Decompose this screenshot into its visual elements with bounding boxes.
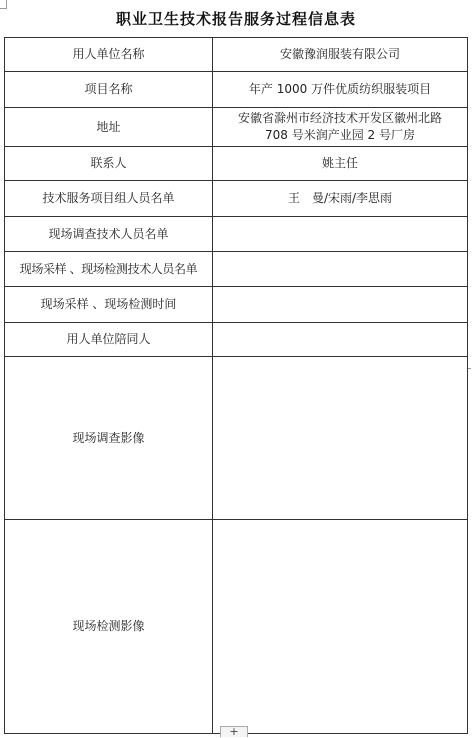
table-row-project-name	[5, 72, 468, 108]
label-cell: 现场调查影像	[5, 357, 213, 520]
table-row-address	[5, 108, 468, 147]
label-cell: 现场检测影像	[5, 520, 213, 734]
value-cell[interactable]	[213, 217, 468, 252]
label-cell: 联系人	[5, 147, 213, 181]
value-cell[interactable]: 姚主任	[213, 147, 468, 181]
add-row-button[interactable]: +	[220, 726, 248, 737]
value-cell[interactable]: 年产 1000 万件优质纺织服装项目	[213, 72, 468, 108]
address-line-2: 708 号米润产业园 2 号厂房	[265, 128, 415, 142]
value-cell[interactable]	[213, 252, 468, 287]
value-cell[interactable]	[213, 108, 468, 147]
table-row-company-name	[5, 38, 468, 72]
value-cell[interactable]	[213, 287, 468, 323]
label-cell: 现场采样 、现场检测技术人员名单	[5, 252, 213, 287]
table-row-project-team	[5, 181, 468, 217]
table-row-contact	[5, 147, 468, 181]
label-cell: 现场采样 、现场检测时间	[5, 287, 213, 323]
info-table	[4, 37, 468, 734]
table-row-sampling-time	[5, 287, 468, 323]
value-cell[interactable]: 王 曼/宋雨/李思雨	[213, 181, 468, 217]
table-row-survey-images	[5, 357, 468, 520]
label-cell: 用人单位陪同人	[5, 323, 213, 357]
value-cell[interactable]: 安徽豫润服装有限公司	[213, 38, 468, 72]
page-edge-mark	[468, 368, 471, 372]
value-cell[interactable]	[213, 323, 468, 357]
table-row-escort	[5, 323, 468, 357]
table-row-survey-staff	[5, 217, 468, 252]
page-title: 职业卫生技术报告服务过程信息表	[115, 10, 356, 28]
table-row-detection-images	[5, 520, 468, 734]
label-cell: 项目名称	[5, 72, 213, 108]
label-cell: 技术服务项目组人员名单	[5, 181, 213, 217]
image-cell[interactable]	[213, 520, 468, 734]
label-cell: 地址	[5, 108, 213, 147]
image-cell[interactable]	[213, 357, 468, 520]
label-cell: 用人单位名称	[5, 38, 213, 72]
label-cell: 现场调查技术人员名单	[5, 217, 213, 252]
table-row-sampling-staff	[5, 252, 468, 287]
address-line-1: 安徽省滁州市经济技术开发区徽州北路	[237, 111, 442, 125]
